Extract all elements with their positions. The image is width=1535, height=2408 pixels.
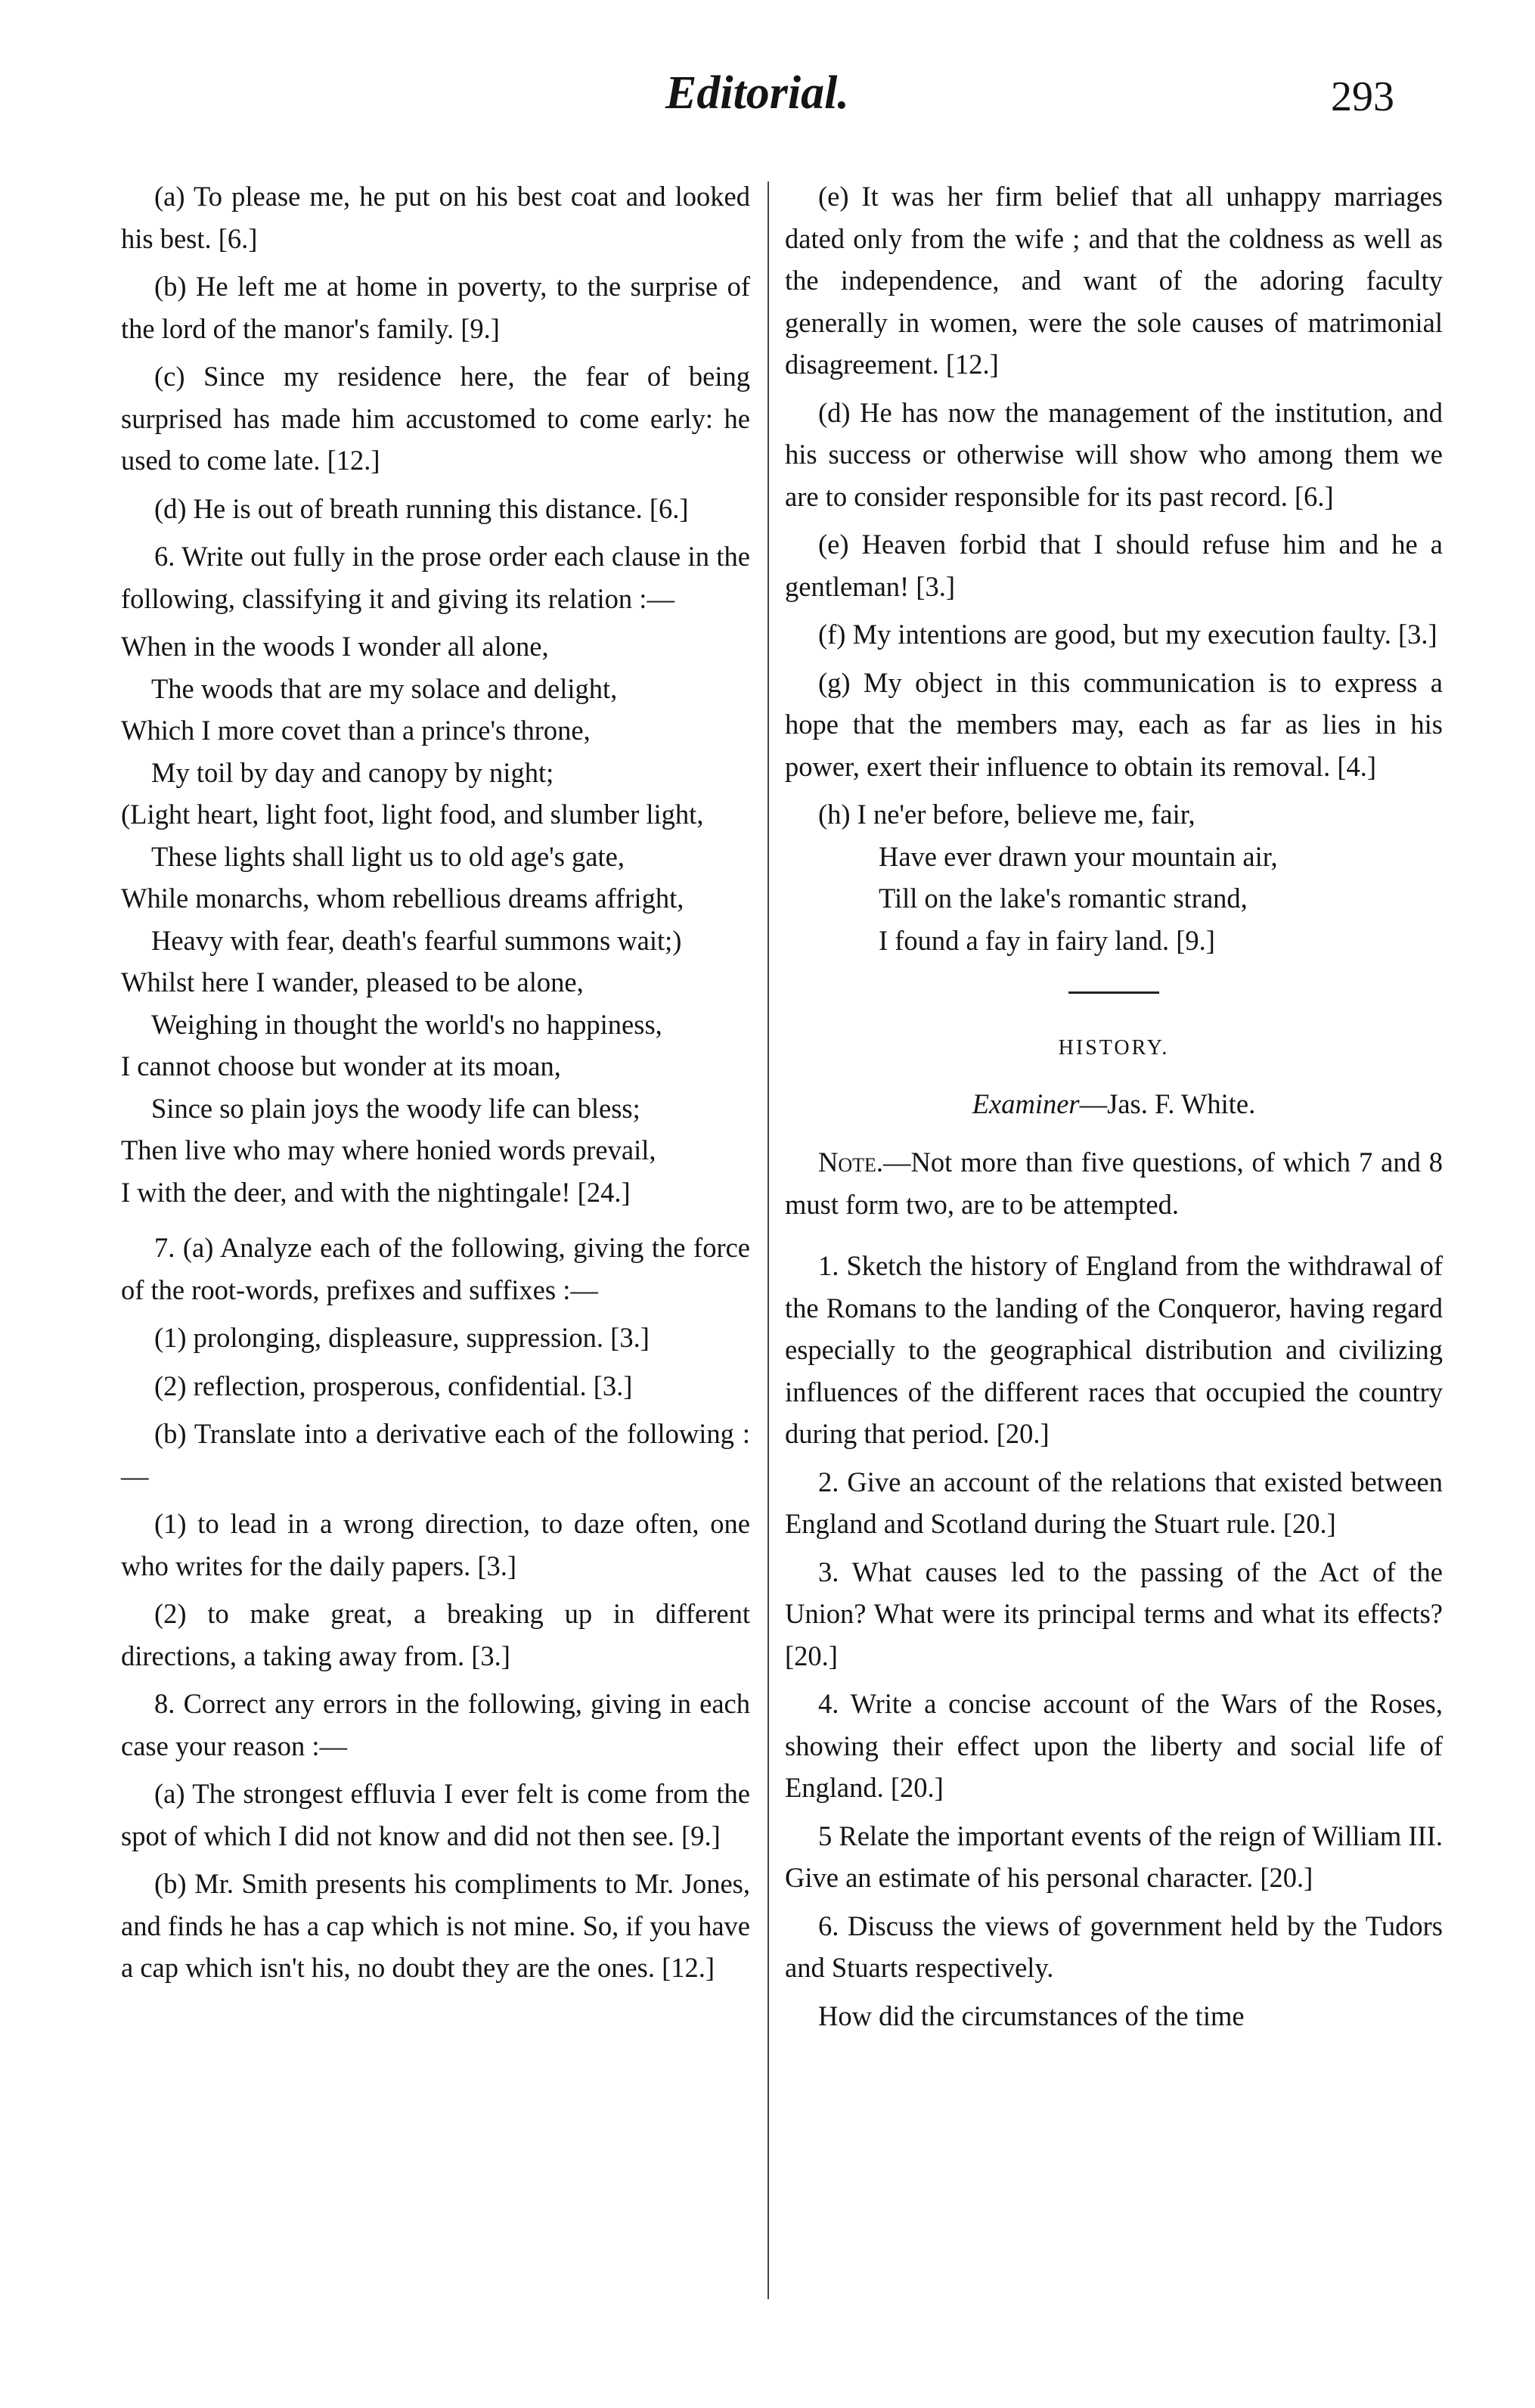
poem-line: Then live who may where honied words prevail, <box>121 1134 656 1165</box>
item-c: (c) Since my residence here, the fear of being surprised has made him accustomed to come early: he used to come late. [12.] <box>121 361 750 476</box>
item-g: (e) Heaven forbid that I should refuse him and he a gentleman! [3.] <box>785 529 1443 602</box>
question-8: 8. Correct any errors in the following, giving in each case your reason :— <box>121 1688 750 1761</box>
poem-line: Heavy with fear, death's fearful summons wait;) <box>151 924 682 956</box>
right-column <box>785 175 1443 2043</box>
history-question-4: 4. Write a concise account of the Wars of the Roses, showing their effect upon the liberty and social life of England. [20.] <box>785 1688 1443 1803</box>
question-6: 6. Write out fully in the prose order each clause in the following, classifying it and giving its relation :— <box>121 541 750 614</box>
page-number: 293 <box>1331 73 1394 120</box>
item-a: (a) To please me, he put on his best coat and looked his best. [6.] <box>121 181 750 254</box>
question-7b-2: (2) to make great, a breaking up in different directions, a taking away from. [3.] <box>121 1598 750 1671</box>
poem-line: The woods that are my solace and delight, <box>151 672 618 704</box>
item-b: (b) He left me at home in poverty, to the surprise of the lord of the manor's family. [9.] <box>121 271 750 344</box>
verse-line: (h) I ne'er before, believe me, fair, <box>818 799 1195 830</box>
poem-line: Whilst here I wander, pleased to be alone, <box>121 967 584 998</box>
poem-line: Since so plain joys the woody life can bless; <box>151 1092 640 1124</box>
note <box>785 1141 1443 1225</box>
poem-line: When in the woods I wonder all alone, <box>121 631 549 662</box>
note-label: Note. <box>818 1147 884 1178</box>
item-i: (g) My object in this communication is to express a hope that the members may, each as far as lies in his power, exert their influence to obtain its removal. [4.] <box>785 666 1443 782</box>
question-7a-1: (1) prolonging, displeasure, suppression. [3.] <box>154 1322 650 1353</box>
poem-line: Which I more covet than a prince's throne, <box>121 715 591 746</box>
left-column <box>121 175 750 1995</box>
history-question-6: 6. Discuss the views of government held by the Tudors and Stuarts respectively. <box>785 1910 1443 1983</box>
examiner-label: Examiner <box>972 1088 1080 1119</box>
column-divider <box>768 182 769 2299</box>
running-title: Editorial. <box>665 67 849 119</box>
question-8a: (a) The strongest effluvia I ever felt is come from the spot of which I did not know and did not then see. [9.] <box>121 1778 750 1851</box>
history-question-2: 2. Give an account of the relations that existed between England and Scotland during the Stuart rule. [20.] <box>785 1466 1443 1539</box>
question-7b-1: (1) to lead in a wrong direction, to daze often, one who writes for the daily papers. [3.] <box>121 1508 750 1581</box>
history-question-3: 3. What causes led to the passing of the Act of the Union? What were its principal terms and what its effects? [20.] <box>785 1556 1443 1671</box>
question-7a: 7. (a) Analyze each of the following, giving the force of the root-words, prefixes and suffixes :— <box>121 1232 750 1305</box>
item-f: (d) He has now the management of the institution, and his success or otherwise will show who among them we are to consider responsible for its past record. [6.] <box>785 396 1443 512</box>
item-e: (e) It was her firm belief that all unhappy marriages dated only from the wife ; and that the coldness as well as the independence, and want of the adoring faculty generally in women, were the sole causes of matrimonial disagreement. [12.] <box>785 181 1443 380</box>
poem-line: While monarchs, whom rebellious dreams affright, <box>121 883 684 914</box>
poem-line: (Light heart, light foot, light food, and slumber light, <box>121 799 704 830</box>
examiner-line <box>785 1083 1443 1125</box>
poem <box>121 625 750 1213</box>
question-7b: (b) Translate into a derivative each of the following :— <box>121 1418 750 1491</box>
history-question-6-cont: How did the circumstances of the time <box>818 2000 1245 2031</box>
verse-line: Have ever drawn your mountain air, <box>879 840 1278 872</box>
examiner-name: —Jas. F. White. <box>1079 1088 1256 1119</box>
note-text: —Not more than five questions, of which 7 and 8 must form two, are to be attempted. <box>785 1147 1443 1220</box>
section-title: HISTORY. <box>1058 1036 1170 1060</box>
verse-line: Till on the lake's romantic strand, <box>879 883 1248 914</box>
question-8b: (b) Mr. Smith presents his compliments to Mr. Jones, and finds he has a cap which is not mine. So, if you have a cap which isn't his, no doubt they are the ones. [12.] <box>121 1868 750 1983</box>
history-question-1: 1. Sketch the history of England from the withdrawal of the Romans to the landing of the Conqueror, having regard especially to the geographical distribution and civilizing influences of the different races that occupied the country during that period. [20.] <box>785 1250 1443 1449</box>
verse <box>785 793 1443 961</box>
running-head <box>0 67 1535 135</box>
item-h: (f) My intentions are good, but my execution faulty. [3.] <box>818 619 1437 650</box>
poem-line: I with the deer, and with the nightingale! [24.] <box>121 1176 631 1208</box>
poem-line: My toil by day and canopy by night; <box>151 756 554 788</box>
section-rule <box>1068 991 1159 994</box>
poem-line: I cannot choose but wonder at its moan, <box>121 1050 561 1081</box>
poem-line: These lights shall light us to old age's gate, <box>151 840 625 872</box>
question-7a-2: (2) reflection, prosperous, confidential. [3.] <box>154 1370 633 1401</box>
history-question-5: 5 Relate the important events of the reign of William III. Give an estimate of his personal character. [20.] <box>785 1820 1443 1893</box>
item-d: (d) He is out of breath running this distance. [6.] <box>154 492 689 524</box>
poem-line: Weighing in thought the world's no happiness, <box>151 1008 662 1040</box>
verse-line: I found a fay in fairy land. [9.] <box>879 924 1215 956</box>
